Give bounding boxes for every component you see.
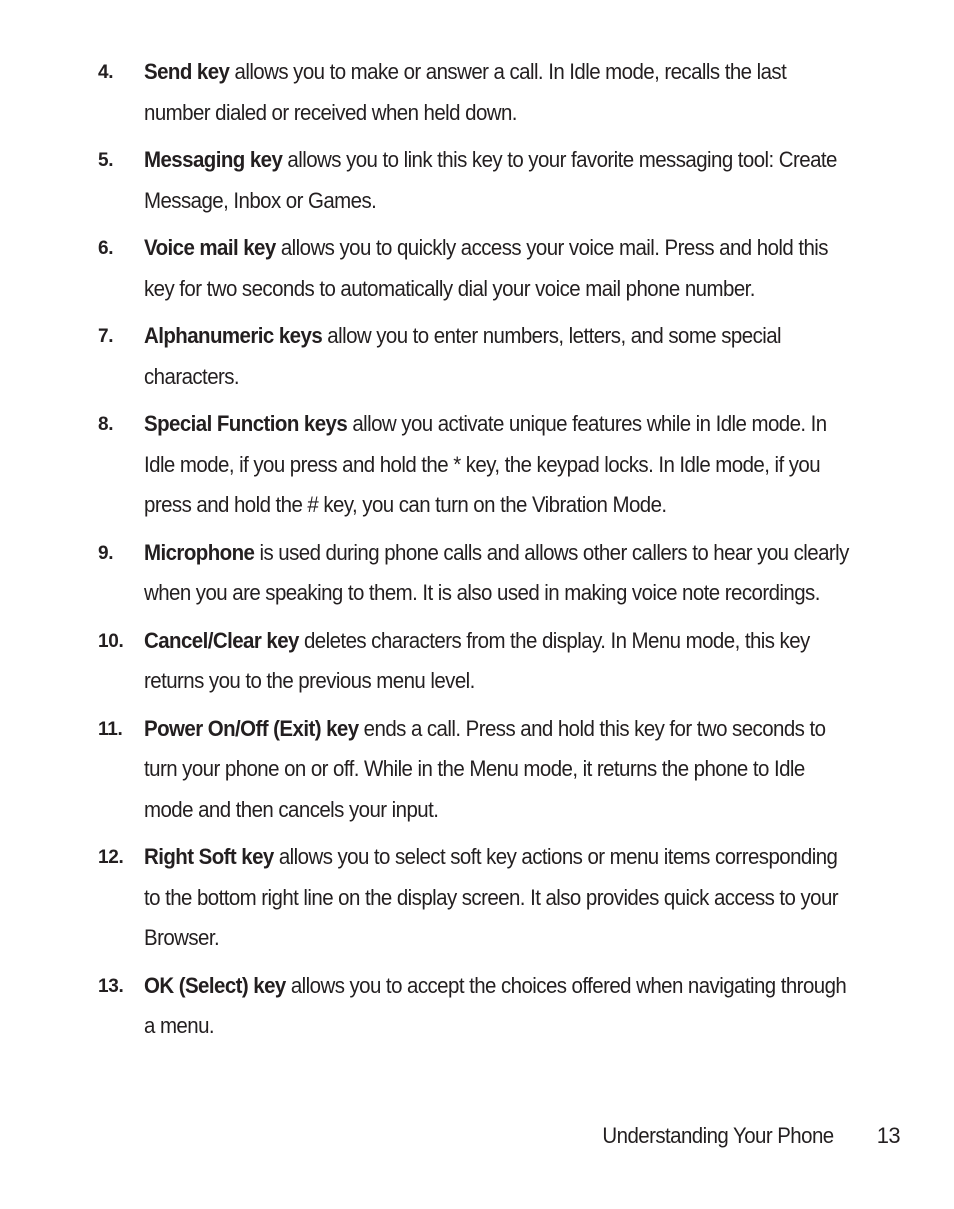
item-term: Voice mail key (144, 235, 276, 260)
item-number: 5. (98, 150, 114, 171)
page-footer (0, 1123, 900, 1157)
item-description: allow you activate unique features while in Idle mode. In Idle mode, if you press and hold the * key, the keypad locks. In Idle mode, if you press and hold the # key, you can turn on the Vibration Mode. (144, 411, 827, 517)
item-text (144, 533, 855, 614)
item-number: 4. (98, 62, 114, 83)
item-description: ends a call. Press and hold this key for two seconds to turn your phone on or off. While in the Menu mode, it returns the phone to Idle mode and then cancels your input. (144, 715, 826, 822)
list-item (98, 709, 908, 831)
item-term: OK (Select) key (144, 972, 286, 998)
item-term: Alphanumeric keys (144, 323, 323, 348)
item-text (144, 316, 855, 397)
list-item (98, 140, 908, 221)
item-term: Send key (144, 59, 230, 84)
item-number: 6. (98, 238, 114, 259)
item-description: allows you to select soft key actions or menu items corresponding to the bottom right line on the display screen. It also provides quick access to your Browser. (144, 844, 839, 950)
item-text (144, 837, 855, 959)
list-item (98, 837, 908, 959)
item-description: allows you to quickly access your voice mail. Press and hold this key for two seconds to automatically dial your voice mail phone number. (144, 235, 828, 301)
item-description: allows you to accept the choices offered when navigating through a menu. (144, 972, 847, 1038)
item-number: 11. (98, 718, 123, 740)
item-description: deletes characters from the display. In Menu mode, this key returns you to the previous menu level. (144, 627, 810, 693)
list-item (98, 966, 908, 1047)
item-text (144, 140, 855, 221)
item-text (144, 709, 855, 831)
item-number: 8. (98, 414, 114, 435)
item-number: 7. (98, 326, 114, 347)
item-text (144, 966, 855, 1047)
item-term: Right Soft key (144, 844, 274, 869)
list-item (98, 52, 908, 133)
page-number: 13 (876, 1123, 900, 1148)
item-term: Microphone (144, 539, 255, 565)
item-term: Special Function keys (144, 411, 348, 436)
item-term: Power On/Off (Exit) key (144, 715, 359, 741)
item-text (144, 52, 855, 133)
item-number: 9. (98, 542, 114, 564)
item-number: 10. (98, 630, 124, 652)
item-description: allow you to enter numbers, letters, and some special characters. (144, 323, 782, 389)
item-text (144, 228, 855, 309)
list-item (98, 228, 908, 309)
item-description: is used during phone calls and allows other callers to hear you clearly when you are speaking to them. It is also used in making voice note recordings. (144, 539, 849, 605)
item-number: 13. (98, 975, 124, 997)
item-term: Messaging key (144, 147, 283, 172)
key-description-list (98, 52, 908, 1054)
list-item (98, 533, 908, 614)
item-term: Cancel/Clear key (144, 627, 299, 653)
item-text (144, 404, 855, 526)
list-item (98, 316, 908, 397)
list-item (98, 404, 908, 526)
footer-section-title: Understanding Your Phone (602, 1123, 834, 1148)
item-description: allows you to link this key to your favorite messaging tool: Create Message, Inbox or Games. (144, 147, 837, 213)
item-text (144, 621, 855, 702)
item-number: 12. (98, 847, 124, 868)
list-item (98, 621, 908, 702)
item-description: allows you to make or answer a call. In Idle mode, recalls the last number dialed or received when held down. (144, 59, 787, 125)
